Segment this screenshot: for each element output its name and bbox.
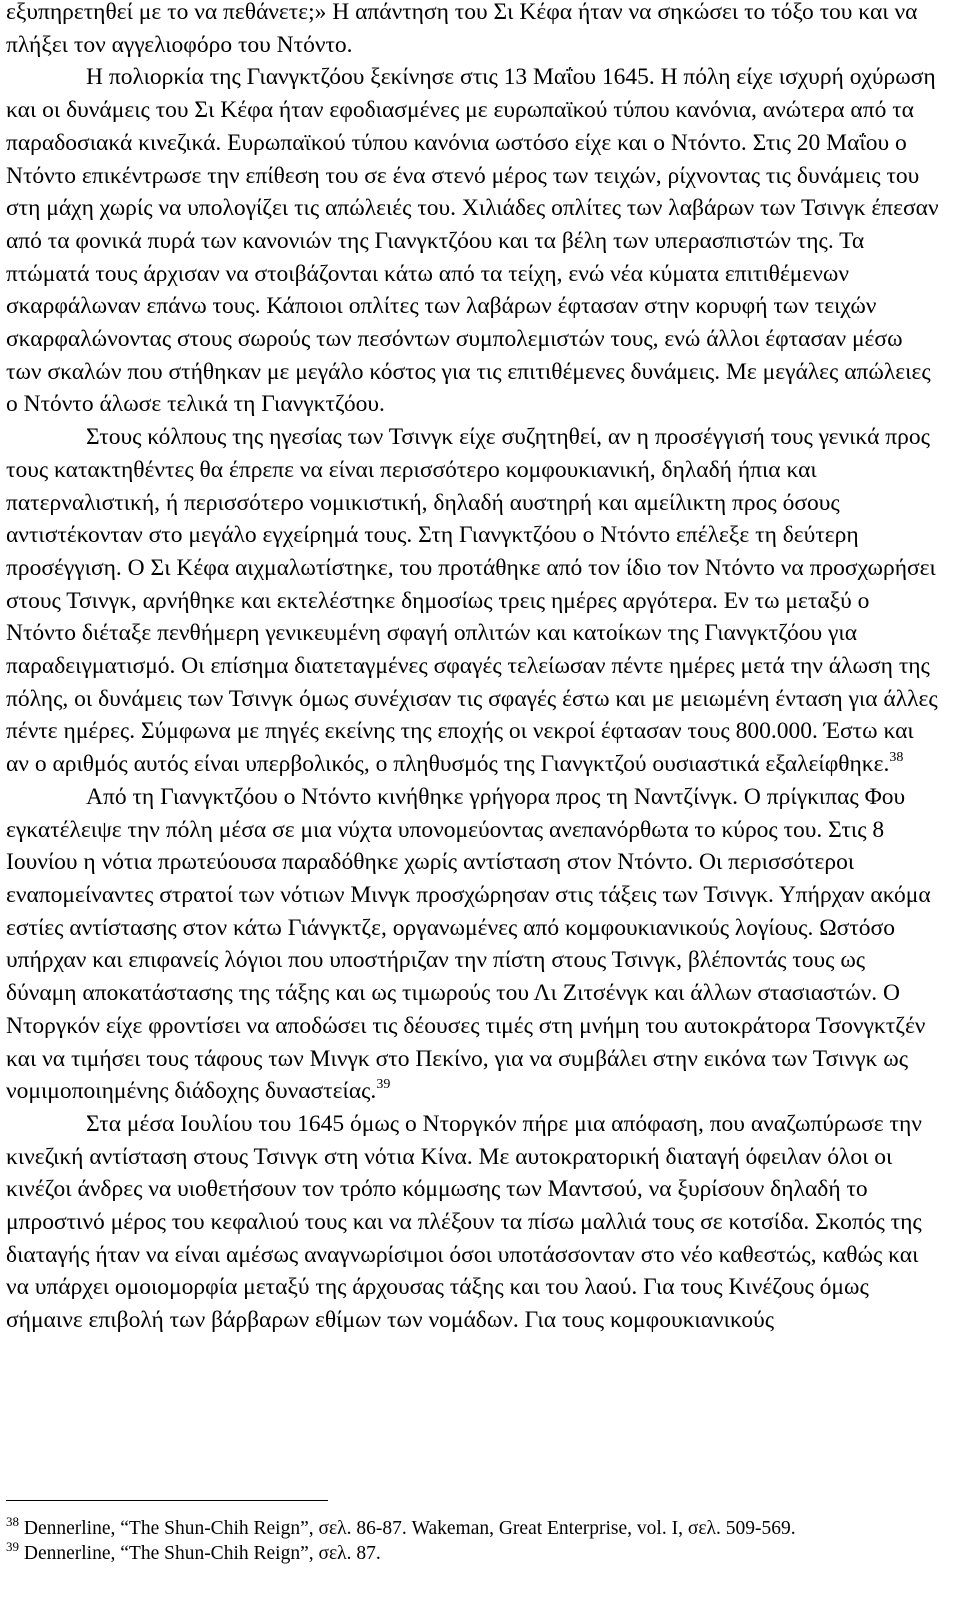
paragraph-text: Στα μέσα Ιουλίου του 1645 όμως ο Ντοργκόν πήρε μια απόφαση, που αναζωπύρωσε την κινεζική αντίσταση στους Τσινγκ στη νότια Κίνα. Με αυτοκρατορική διαταγή όφειλαν όλοι οι κινέζοι άνδρες να υιοθετήσουν τον τρόπο κόμμωσης των Μαντσού, να ξυρίσουν δηλαδή το μπροστινό μέρος του κεφαλιού τους και να πλέξουν τα πίσω μαλλιά τους σε κοτσίδα. Σκοπός της διαταγής ήταν να είναι αμέσως αναγνωρίσιμοι όσοι υποτάσσονταν στο νέο καθεστώς, καθώς και να υπάρχει ομοιομορφία μεταξύ της άρχουσας τάξης και του λαού. Για τους Κινέζους όμως σήμαινε επιβολή των βάρβαρων εθίμων των νομάδων. Για τους κομφουκιανικούς: [6, 1110, 922, 1334]
paragraph-text: εξυπηρετηθεί με το να πεθάνετε;» Η απάντηση του Σι Κέφα ήταν να σηκώσει το τόξο του και να πλήξει τον αγγελιοφόρο του Ντόντο.: [6, 0, 918, 58]
paragraph-text: Από τη Γιανγκτζόου ο Ντόντο κινήθηκε γρήγορα προς τη Ναντζίνγκ. Ο πρίγκιπας Φου εγκατέλειψε την πόλη μέσα σε μια νύχτα υπονομεύοντας ανεπανόρθωτα το κύρος του. Στις 8 Ιουνίου η νότια πρωτεύουσα παραδόθηκε χωρίς αντίσταση στον Ντόντο. Οι περισσότεροι εναπομείναντες στρατοί των νότιων Μινγκ προσχώρησαν στις τάξεις των Τσινγκ. Υπήρχαν ακόμα εστίες αντίστασης στον κάτω Γιάνγκτζε, οργανωμένες από κομφουκιανικούς λογίους. Ωστόσο υπήρχαν και επιφανείς λόγιοι που υποστήριζαν την πίστη στους Τσινγκ, βλέποντάς τους ως δύναμη αποκατάστασης της τάξης και ως τιμωρούς του Λι Ζιτσένγκ και άλλων στασιαστών. Ο Ντοργκόν είχε φροντίσει να αποδώσει τις δέουσες τιμές στη μνήμη του αυτοκράτορα Τσονγκτζέν και να τιμήσει τους τάφους των Μινγκ στο Πεκίνο, για να συμβάλει στην εικόνα των Τσινγκ ως νομιμοποιημένης διάδοχης δυναστείας.: [6, 783, 931, 1105]
paragraph-text: Η πολιορκία της Γιανγκτζόου ξεκίνησε στις 13 Μαΐου 1645. Η πόλη είχε ισχυρή οχύρωση και οι δυνάμεις του Σι Κέφα ήταν εφοδιασμένες με ευρωπαϊκού τύπου κανόνια, ανώτερα από τα παραδοσιακά κινεζικά. Ευρωπαϊκού τύπου κανόνια ωστόσο είχε και ο Ντόντο. Στις 20 Μαΐου ο Ντόντο επικέντρωσε την επίθεση του σε ένα στενό μέρος των τειχών, ρίχνοντας τις δυνάμεις του στη μάχη χωρίς να υπολογίζει τις απώλειές του. Χιλιάδες οπλίτες των λαβάρων των Τσινγκ έπεσαν από τα φονικά πυρά των κανονιών της Γιανγκτζόου και τα βέλη των υπερασπιστών της. Τα πτώματά τους άρχισαν να στοιβάζονται κάτω από τα τείχη, ενώ νέα κύματα επιτιθέμενων σκαρφάλωναν επάνω τους. Κάποιοι οπλίτες των λαβάρων έφτασαν στην κορυφή των τειχών σκαρφαλώνοντας στους σωρούς των πεσόντων συμπολεμιστών τους, ενώ άλλοι έφτασαν μέσω των σκαλών που στήθηκαν με μεγάλο κόστος για τις επιτιθέμενες δυνάμεις. Με μεγάλες απώλειες ο Ντόντο άλωσε τελικά τη Γιανγκτζόου.: [6, 64, 939, 418]
footnote-number: 38: [6, 1514, 19, 1529]
paragraph: [6, 781, 941, 1108]
footnote-reference-39[interactable]: 39: [376, 1077, 391, 1093]
paragraph: [6, 61, 941, 421]
paragraph: [6, 0, 941, 61]
body-text: [6, 0, 941, 1337]
paragraph-text: Στους κόλπους της ηγεσίας των Τσινγκ είχε συζητηθεί, αν η προσέγγισή τους γενικά προς τους κατακτηθέντες θα έπρεπε να είναι περισσότερο κομφουκιανική, δηλαδή ήπια και πατερναλιστική, ή περισσότερο νομικιστική, δηλαδή αυστηρή και αμείλικτη προς όσους αντιστέκονταν στο μεγάλο εγχείρημά τους. Στη Γιανγκτζόου ο Ντόντο επέλεξε τη δεύτερη προσέγγιση. Ο Σι Κέφα αιχμαλωτίστηκε, του προτάθηκε από τον ίδιο τον Ντόντο να προσχωρήσει στους Τσινγκ, αρνήθηκε και εκτελέστηκε δημοσίως τρεις ημέρες αργότερα. Εν τω μεταξύ ο Ντόντο διέταξε πενθήμερη γενικευμένη σφαγή οπλιτών και κατοίκων της Γιανγκτζόου για παραδειγματισμό. Οι επίσημα διατεταγμένες σφαγές τελείωσαν πέντε ημέρες μετά την άλωση της πόλης, οι δυνάμεις των Τσινγκ όμως συνέχισαν τις σφαγές έστω και με μειωμένη ένταση για άλλες πέντε ημέρες. Σύμφωνα με πηγές εκείνης της εποχής οι νεκροί έφτασαν τους 800.000. Έστω και αν ο αριθμός αυτός είναι υπερβολικός, ο πληθυσμός της Γιανγκτζού ουσιαστικά εξαλείφθηκε.: [6, 424, 938, 778]
paragraph: [6, 1108, 941, 1337]
paragraph: [6, 421, 941, 781]
footnote-separator: [6, 1500, 328, 1501]
footnotes: [6, 1516, 956, 1566]
footnote-number: 39: [6, 1539, 19, 1554]
footnote-reference-38[interactable]: 38: [889, 750, 904, 766]
footnote-38: [6, 1516, 956, 1541]
footnote-text: Dennerline, “The Shun-Chih Reign”, σελ. 86-87. Wakeman, Great Enterprise, vol. I, σελ. 509-569.: [23, 1518, 796, 1539]
footnote-39: [6, 1541, 956, 1566]
footnote-text: Dennerline, “The Shun-Chih Reign”, σελ. 87.: [23, 1543, 381, 1564]
